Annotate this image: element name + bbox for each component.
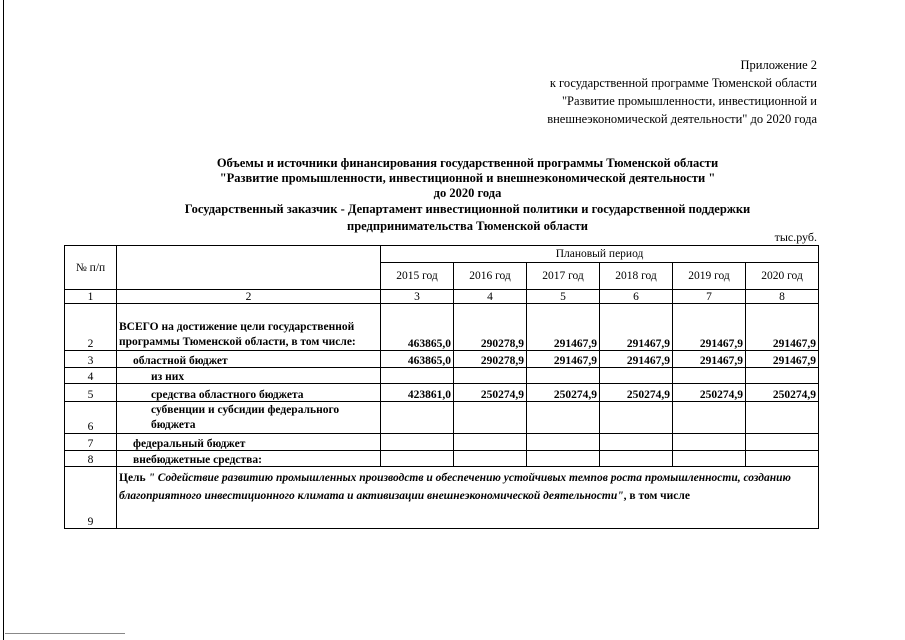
col-number: 4	[454, 290, 527, 304]
table-row	[65, 304, 819, 351]
header-planned-period: Плановый период	[381, 246, 819, 263]
row-value: 291467,9	[746, 351, 819, 368]
goal-text-cell	[117, 467, 819, 529]
row-value: 250274,9	[673, 384, 746, 402]
row-value: 291467,9	[600, 351, 673, 368]
row-value	[600, 434, 673, 451]
document-title	[60, 156, 875, 201]
table-row	[65, 351, 819, 368]
col-number: 3	[381, 290, 454, 304]
row-value	[527, 402, 600, 434]
row-label: из них	[117, 368, 381, 384]
row-value	[746, 434, 819, 451]
annex-header	[547, 56, 817, 128]
row-value	[600, 451, 673, 467]
row-value: 291467,9	[673, 351, 746, 368]
row-value: 290278,9	[454, 351, 527, 368]
scan-artifact-line	[5, 633, 125, 634]
row-value	[746, 368, 819, 384]
col-number: 8	[746, 290, 819, 304]
row-value	[381, 451, 454, 467]
row-value	[673, 402, 746, 434]
header-year: 2020 год	[746, 263, 819, 290]
goal-suffix: , в том числе	[623, 490, 690, 502]
row-label: ВСЕГО на достижение цели государственной программы Тюменской области, в том числе:	[117, 304, 381, 351]
row-value	[454, 368, 527, 384]
row-value	[600, 402, 673, 434]
customer-line-1: Государственный заказчик - Департамент инвестиционной политики и государственной поддержки	[184, 202, 751, 216]
annex-line-1: Приложение 2	[740, 58, 817, 72]
row-value: 250274,9	[746, 384, 819, 402]
row-value	[454, 402, 527, 434]
row-number: 7	[65, 434, 117, 451]
row-value: 291467,9	[527, 351, 600, 368]
header-blank	[117, 246, 381, 290]
header-year: 2015 год	[381, 263, 454, 290]
col-number: 2	[117, 290, 381, 304]
row-number: 2	[65, 304, 117, 351]
goal-text: " Содействие развитию промышленных производств и обеспечению устойчивых темпов роста промышленности, созданию благоприятного инвестиционного климата и активизации внешнеэкономической деятельности"	[119, 472, 791, 502]
col-number: 1	[65, 290, 117, 304]
row-value	[454, 451, 527, 467]
column-numbers-row	[65, 290, 819, 304]
header-num: № п/п	[65, 246, 117, 290]
title-line-1: Объемы и источники финансирования государственной программы Тюменской области	[216, 156, 719, 170]
row-number: 3	[65, 351, 117, 368]
header-year: 2018 год	[600, 263, 673, 290]
row-value	[600, 368, 673, 384]
row-label: федеральный бюджет	[117, 434, 381, 451]
row-value: 423861,0	[381, 384, 454, 402]
row-value: 250274,9	[600, 384, 673, 402]
title-line-3: до 2020 года	[433, 186, 502, 200]
units-label: тыс.руб.	[774, 230, 817, 244]
page-left-border	[3, 0, 4, 640]
row-number: 4	[65, 368, 117, 384]
col-number: 5	[527, 290, 600, 304]
row-number: 6	[65, 402, 117, 434]
row-value: 463865,0	[381, 304, 454, 351]
header-year: 2016 год	[454, 263, 527, 290]
goal-row	[65, 467, 819, 529]
annex-line-2: к государственной программе Тюменской области	[549, 76, 817, 90]
row-value: 291467,9	[673, 304, 746, 351]
row-label: субвенции и субсидии федерального бюджета	[117, 402, 381, 434]
row-value	[527, 434, 600, 451]
row-value: 291467,9	[600, 304, 673, 351]
row-label: областной бюджет	[117, 351, 381, 368]
table-row	[65, 434, 819, 451]
row-number: 5	[65, 384, 117, 402]
goal-prefix: Цель	[119, 472, 149, 484]
row-value	[527, 451, 600, 467]
row-value	[746, 402, 819, 434]
row-number: 9	[65, 467, 117, 529]
row-value	[527, 368, 600, 384]
row-value: 250274,9	[527, 384, 600, 402]
row-value	[381, 402, 454, 434]
table-row	[65, 451, 819, 467]
row-label: внебюджетные средства:	[117, 451, 381, 467]
annex-line-3: "Развитие промышленности, инвестиционной и	[561, 94, 817, 108]
row-value: 463865,0	[381, 351, 454, 368]
state-customer	[60, 201, 875, 235]
row-value	[381, 368, 454, 384]
row-value	[673, 451, 746, 467]
row-value	[381, 434, 454, 451]
row-value	[746, 451, 819, 467]
table-row	[65, 384, 819, 402]
row-label: средства областного бюджета	[117, 384, 381, 402]
row-value	[673, 434, 746, 451]
row-value	[673, 368, 746, 384]
table-row	[65, 402, 819, 434]
customer-line-2: предпринимательства Тюменской области	[347, 219, 588, 233]
row-value: 291467,9	[527, 304, 600, 351]
header-row-1	[65, 246, 819, 263]
header-year: 2019 год	[673, 263, 746, 290]
annex-line-4: внешнеэкономической деятельности" до 2020 года	[547, 112, 817, 126]
row-value: 250274,9	[454, 384, 527, 402]
row-value	[454, 434, 527, 451]
table-row	[65, 368, 819, 384]
row-value: 290278,9	[454, 304, 527, 351]
financing-table	[64, 245, 819, 529]
title-line-2: "Развитие промышленности, инвестиционной и внешнеэкономической деятельности "	[219, 171, 716, 185]
row-value: 291467,9	[746, 304, 819, 351]
col-number: 6	[600, 290, 673, 304]
row-number: 8	[65, 451, 117, 467]
col-number: 7	[673, 290, 746, 304]
header-year: 2017 год	[527, 263, 600, 290]
